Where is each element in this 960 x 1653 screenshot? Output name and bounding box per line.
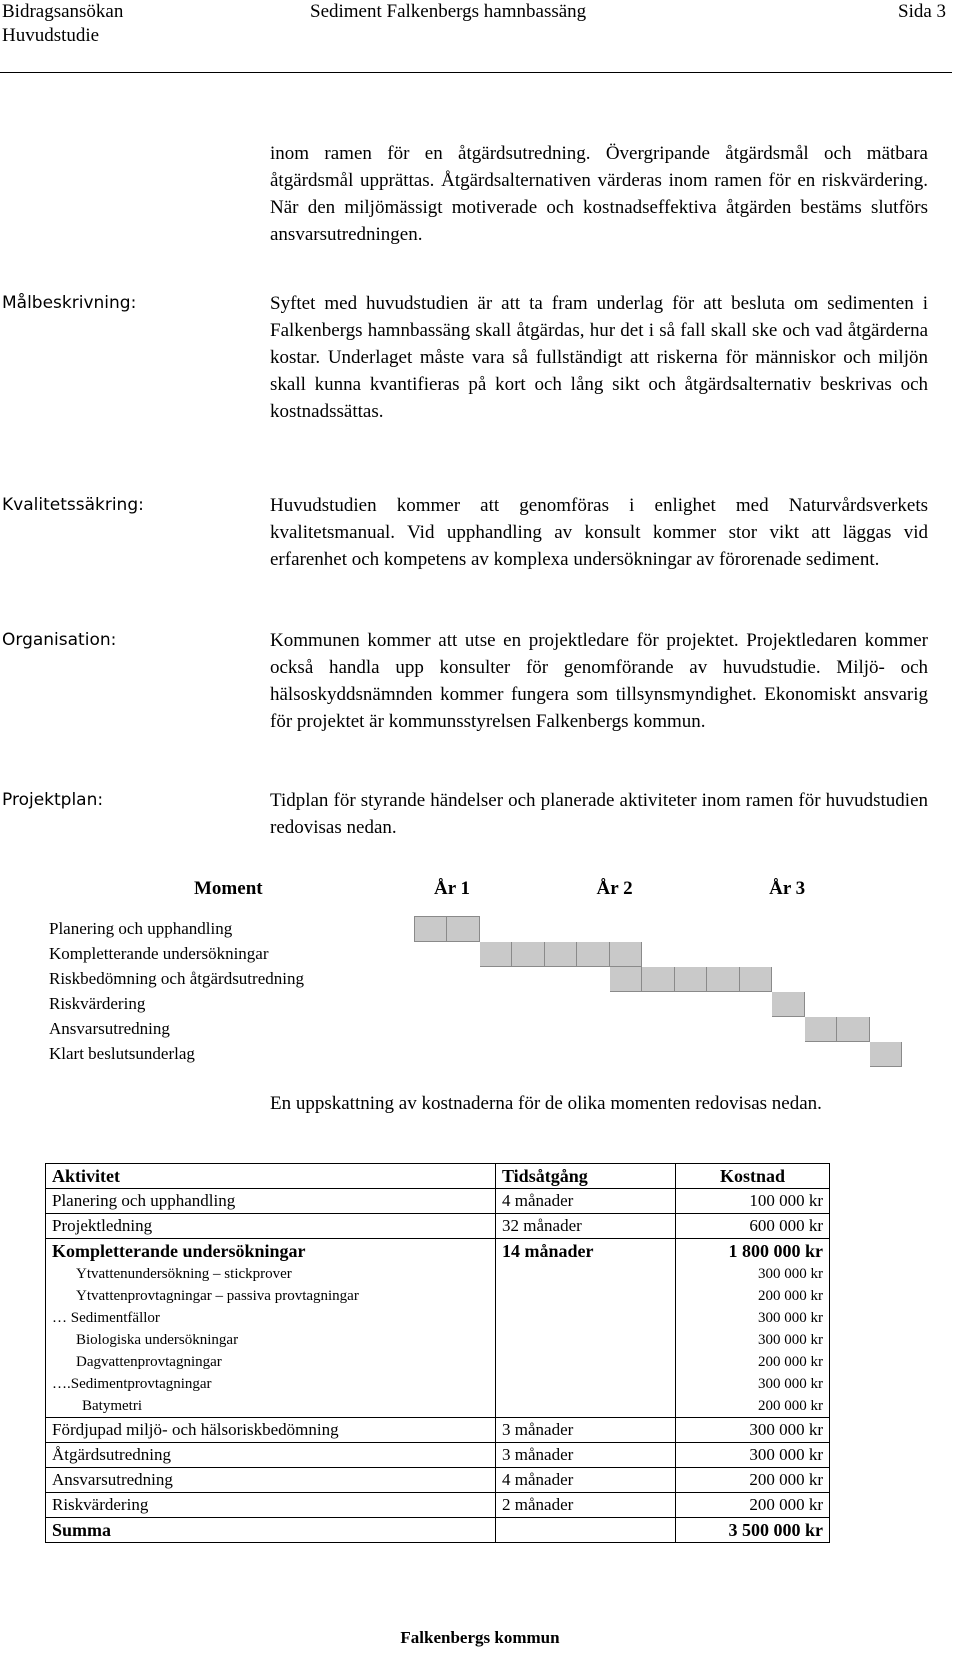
gantt-period-empty <box>609 1041 642 1066</box>
cost-activity: Projektledning <box>46 1214 496 1239</box>
gantt-period-empty <box>512 966 545 991</box>
cost-sub-amount: 200 000 kr <box>676 1395 830 1418</box>
gantt-period-empty <box>642 1016 675 1041</box>
gantt-period-empty <box>837 916 870 941</box>
gantt-period-empty <box>642 916 675 941</box>
cost-sub-duration <box>496 1395 676 1418</box>
cost-amount: 200 000 kr <box>676 1468 830 1493</box>
cost-sub-amount: 200 000 kr <box>676 1351 830 1373</box>
cost-sub-activity: Ytvattenundersökning – stickprover <box>46 1263 496 1285</box>
gantt-period-empty <box>544 966 577 991</box>
gantt-body <box>44 916 902 1066</box>
gantt-period-empty <box>837 1041 870 1066</box>
cost-header-time: Tidsåtgång <box>496 1164 676 1189</box>
cost-amount: 300 000 kr <box>676 1418 830 1443</box>
cost-header-row <box>46 1164 830 1189</box>
cost-duration: 4 månader <box>496 1189 676 1214</box>
cost-sub-duration <box>496 1263 676 1285</box>
gantt-period-empty <box>772 941 805 966</box>
section-text-malbeskrivning: Syftet med huvudstudien är att ta fram underlag för att besluta om sedimenten i Falkenbergs hamnbassäng skall åtgärdas, hur det i så fall skall ske och vad åtgärderna kostar. Underlaget måste vara så fullständigt att riskerna för människor och miljön skall kunna kvantifieras på kort och lång sikt och åtgärdsalternativ beskrivas och kostnadssättas. <box>270 293 928 422</box>
cost-amount: 3 500 000 kr <box>676 1518 830 1543</box>
gantt-period-active <box>739 966 772 991</box>
gantt-period-empty <box>804 966 837 991</box>
gantt-period-empty <box>739 991 772 1016</box>
section-label-malbeskrivning: Målbeskrivning: <box>2 293 137 313</box>
gantt-period-empty <box>414 941 447 966</box>
gantt-period-empty <box>544 991 577 1016</box>
cost-row <box>46 1214 830 1239</box>
cost-sub-amount: 300 000 kr <box>676 1373 830 1395</box>
gantt-period-empty <box>837 966 870 991</box>
gantt-row-label: Kompletterande undersökningar <box>49 943 269 963</box>
gantt-period-empty <box>707 991 740 1016</box>
gantt-row <box>44 941 902 966</box>
cost-row <box>46 1443 830 1468</box>
gantt-period-empty <box>479 1041 512 1066</box>
gantt-row-label: Planering och upphandling <box>49 918 233 938</box>
gantt-period-active <box>804 1016 837 1041</box>
cost-subrow <box>46 1351 830 1373</box>
gantt-period-empty <box>609 991 642 1016</box>
section-text-organisation: Kommunen kommer att utse en projektledare för projektet. Projektledaren kommer också handla upp konsulter för genomförande av huvudstudie. Miljö- och hälsoskyddsnämnden kommer fungera som tillsynsmyndighet. Ekonomiskt ansvarig för projektet är kommunsstyrelsen Falkenbergs kommun. <box>270 630 928 732</box>
cost-subrow <box>46 1395 830 1418</box>
cost-amount: 100 000 kr <box>676 1189 830 1214</box>
gantt-row <box>44 1016 902 1041</box>
gantt-period-empty <box>512 1016 545 1041</box>
gantt-period-empty <box>544 1016 577 1041</box>
gantt-period-empty <box>869 966 902 991</box>
cost-amount: 200 000 kr <box>676 1493 830 1518</box>
cost-sub-duration <box>496 1351 676 1373</box>
gantt-header-year2: År 2 <box>596 877 633 899</box>
gantt-period-empty <box>479 991 512 1016</box>
cost-header-activity: Aktivitet <box>46 1164 496 1189</box>
cost-table <box>45 1163 830 1543</box>
gantt-period-active <box>414 916 447 941</box>
gantt-period-empty <box>447 966 480 991</box>
gantt-period-empty <box>512 916 545 941</box>
cost-activity: Åtgärdsutredning <box>46 1443 496 1468</box>
gantt-period-active <box>772 991 805 1016</box>
cost-activity: Planering och upphandling <box>46 1189 496 1214</box>
gantt-period-active <box>479 941 512 966</box>
gantt-period-empty <box>707 1041 740 1066</box>
gantt-header-year3: År 3 <box>769 877 806 899</box>
gantt-period-empty <box>447 941 480 966</box>
gantt-period-empty <box>804 1041 837 1066</box>
cost-row <box>46 1239 830 1264</box>
cost-duration <box>496 1518 676 1543</box>
cost-subrow <box>46 1373 830 1395</box>
cost-activity: Ansvarsutredning <box>46 1468 496 1493</box>
gantt-period-empty <box>642 941 675 966</box>
gantt-period-empty <box>642 1041 675 1066</box>
cost-sub-activity: ….Sedimentprovtagningar <box>46 1373 496 1395</box>
cost-row <box>46 1418 830 1443</box>
cost-sub-amount: 300 000 kr <box>676 1329 830 1351</box>
gantt-period-empty <box>869 916 902 941</box>
gantt-period-empty <box>414 1016 447 1041</box>
gantt-header-moment: Moment <box>194 878 263 899</box>
gantt-period-empty <box>772 966 805 991</box>
gantt-row-label: Klart beslutsunderlag <box>49 1043 195 1063</box>
gantt-period-empty <box>739 941 772 966</box>
gantt-period-empty <box>707 1016 740 1041</box>
gantt-row-label: Riskbedömning och åtgärdsutredning <box>49 968 304 988</box>
gantt-period-empty <box>772 1016 805 1041</box>
gantt-row <box>44 1041 902 1066</box>
gantt-period-empty <box>707 941 740 966</box>
header-title: Sediment Falkenbergs hamnbassäng <box>310 1 587 22</box>
gantt-period-active <box>642 966 675 991</box>
cost-row <box>46 1189 830 1214</box>
gantt-period-empty <box>837 941 870 966</box>
gantt-period-empty <box>479 916 512 941</box>
gantt-period-empty <box>804 916 837 941</box>
intro-paragraph: inom ramen för en åtgärdsutredning. Övergripande åtgärdsmål och mätbara åtgärdsmål upprättas. Åtgärdsalternativen värderas inom ramen för en riskvärdering. När den miljömässigt motiverade och kostnadseffektiva åtgärden bestäms slutförs ansvarsutredningen. <box>270 143 928 245</box>
cost-subrow <box>46 1329 830 1351</box>
section-text-projektplan: Tidplan för styrande händelser och planerade aktiviteter inom ramen för huvudstudien redovisas nedan. <box>270 790 928 838</box>
cost-sub-activity: Dagvattenprovtagningar <box>46 1351 496 1373</box>
gantt-period-active <box>512 941 545 966</box>
cost-sub-amount: 300 000 kr <box>676 1307 830 1329</box>
gantt-period-empty <box>804 991 837 1016</box>
gantt-period-empty <box>739 1016 772 1041</box>
gantt-period-empty <box>674 1016 707 1041</box>
header-doc-type: Bidragsansökan <box>2 1 124 22</box>
gantt-period-empty <box>609 1016 642 1041</box>
cost-subrow <box>46 1263 830 1285</box>
gantt-period-empty <box>837 991 870 1016</box>
gantt-period-empty <box>674 941 707 966</box>
footer-municipality: Falkenbergs kommun <box>400 1628 560 1647</box>
cost-duration: 3 månader <box>496 1418 676 1443</box>
gantt-period-empty <box>772 1041 805 1066</box>
gantt-period-active <box>577 941 610 966</box>
gantt-header-year1: År 1 <box>434 877 471 899</box>
cost-subrow <box>46 1285 830 1307</box>
gantt-header-row <box>44 862 902 916</box>
cost-sub-activity: … Sedimentfällor <box>46 1307 496 1329</box>
header-divider <box>0 72 952 73</box>
cost-duration: 32 månader <box>496 1214 676 1239</box>
cost-duration: 3 månader <box>496 1443 676 1468</box>
cost-activity: Summa <box>46 1518 496 1543</box>
cost-duration: 4 månader <box>496 1468 676 1493</box>
gantt-period-empty <box>577 916 610 941</box>
gantt-row <box>44 991 902 1016</box>
cost-row <box>46 1493 830 1518</box>
gantt-period-empty <box>674 1041 707 1066</box>
cost-sub-amount: 200 000 kr <box>676 1285 830 1307</box>
gantt-period-empty <box>674 916 707 941</box>
cost-subrow <box>46 1307 830 1329</box>
section-label-kvalitetssakring: Kvalitetssäkring: <box>2 495 144 515</box>
section-label-organisation: Organisation: <box>2 630 117 650</box>
cost-amount: 1 800 000 kr <box>676 1239 830 1264</box>
gantt-row <box>44 966 902 991</box>
gantt-period-active <box>609 966 642 991</box>
cost-sub-activity: Ytvattenprovtagningar – passiva provtagningar <box>46 1285 496 1307</box>
cost-activity: Riskvärdering <box>46 1493 496 1518</box>
gantt-period-active <box>447 916 480 941</box>
cost-activity: Fördjupad miljö- och hälsoriskbedömning <box>46 1418 496 1443</box>
section-text-kvalitetssakring: Huvudstudien kommer att genomföras i enlighet med Naturvårdsverkets kvalitetsmanual. Vid upphandling av konsult kommer stor vikt att läggas vid erfarenhet och kompetens av komplexa undersökningar av förorenade sediment. <box>270 495 928 570</box>
gantt-period-empty <box>577 1041 610 1066</box>
section-label-projektplan: Projektplan: <box>2 790 104 810</box>
header-doc-subtype: Huvudstudie <box>2 25 100 46</box>
gantt-period-empty <box>479 1016 512 1041</box>
gantt-period-empty <box>447 991 480 1016</box>
header-left <box>2 0 123 48</box>
cost-duration: 2 månader <box>496 1493 676 1518</box>
gantt-period-empty <box>447 1041 480 1066</box>
gantt-period-empty <box>772 916 805 941</box>
gantt-period-empty <box>577 991 610 1016</box>
gantt-period-active <box>707 966 740 991</box>
gantt-period-empty <box>674 991 707 1016</box>
gantt-table <box>44 862 902 1067</box>
cost-intro: En uppskattning av kostnaderna för de olika momenten redovisas nedan. <box>270 1093 822 1114</box>
cost-amount: 300 000 kr <box>676 1443 830 1468</box>
cost-body <box>46 1189 830 1543</box>
gantt-period-empty <box>642 991 675 1016</box>
gantt-period-active <box>609 941 642 966</box>
gantt-period-empty <box>707 916 740 941</box>
cost-sub-activity: Batymetri <box>46 1395 496 1418</box>
gantt-row-label: Riskvärdering <box>49 993 146 1013</box>
gantt-period-active <box>869 1041 902 1066</box>
gantt-period-empty <box>414 966 447 991</box>
gantt-period-empty <box>414 991 447 1016</box>
gantt-period-active <box>837 1016 870 1041</box>
gantt-period-empty <box>869 1016 902 1041</box>
cost-sub-duration <box>496 1329 676 1351</box>
cost-sub-amount: 300 000 kr <box>676 1263 830 1285</box>
gantt-period-empty <box>414 1041 447 1066</box>
cost-amount: 600 000 kr <box>676 1214 830 1239</box>
gantt-period-active <box>674 966 707 991</box>
gantt-period-empty <box>447 1016 480 1041</box>
cost-sub-activity: Biologiska undersökningar <box>46 1329 496 1351</box>
cost-sub-duration <box>496 1307 676 1329</box>
cost-activity: Kompletterande undersökningar <box>46 1239 496 1264</box>
gantt-row <box>44 916 902 941</box>
gantt-period-empty <box>512 1041 545 1066</box>
gantt-row-label: Ansvarsutredning <box>49 1018 170 1038</box>
gantt-period-empty <box>577 1016 610 1041</box>
gantt-period-empty <box>869 941 902 966</box>
gantt-period-empty <box>577 966 610 991</box>
gantt-period-active <box>544 941 577 966</box>
gantt-period-empty <box>869 991 902 1016</box>
cost-row <box>46 1468 830 1493</box>
cost-sub-duration <box>496 1285 676 1307</box>
gantt-period-empty <box>544 916 577 941</box>
cost-sub-duration <box>496 1373 676 1395</box>
gantt-period-empty <box>512 991 545 1016</box>
gantt-period-empty <box>804 941 837 966</box>
cost-header-cost: Kostnad <box>676 1164 830 1189</box>
gantt-period-empty <box>739 916 772 941</box>
gantt-period-empty <box>739 1041 772 1066</box>
gantt-period-empty <box>479 966 512 991</box>
cost-duration: 14 månader <box>496 1239 676 1264</box>
gantt-period-empty <box>609 916 642 941</box>
header-page-number: Sida 3 <box>898 1 947 22</box>
cost-row <box>46 1518 830 1543</box>
gantt-period-empty <box>544 1041 577 1066</box>
